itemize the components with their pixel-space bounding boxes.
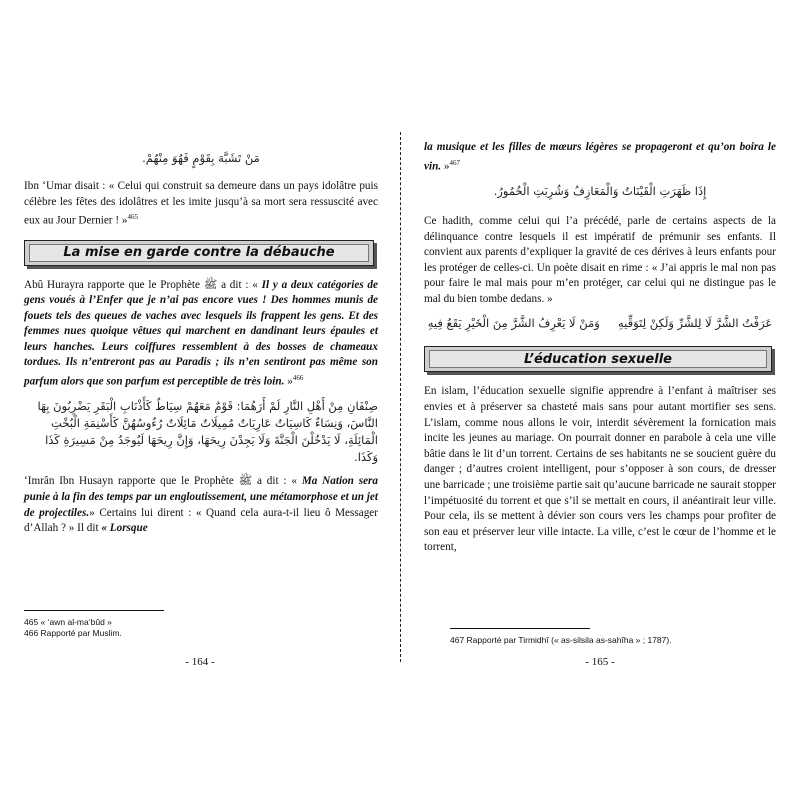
footnote-466: 466 Rapporté par Muslim.: [24, 628, 122, 638]
page-number: - 164 -: [185, 656, 215, 668]
section-heading-box: [24, 240, 374, 266]
footnote-ref: 465: [127, 213, 138, 222]
ibn-umar-paragraph: Ibn ‘Umar disait : « Celui qui construit sa demeure dans un pays idolâtre puis célèbre les fêtes des idolâtres et les imite jusqu’à sa mort sera ressuscité avec eux au Jour Dernier ! »$^{465}$: [24, 180, 378, 227]
footnotes: [450, 628, 776, 646]
section-heading-box: [424, 346, 772, 372]
sex-education-paragraph: En islam, l’éducation sexuelle signifie apprendre à l’enfant à maîtriser ses envies et à préserver sa chasteté mais sans pour autant mortifier ses sens. L’islam, comme nous allons le voir, interdit sévèrement la fornication mais incite les jeunes au mariage. On pourrait donner en parabole à cela une ville bâtie dans le lit d’un torrent. Certains de ses habitants ne se soucient guère du danger ; d’autres croient intelligent, pour s’opposer à son cours, de dresser une barricade ; une troisième partie sait qu’aucune barricade ne saurait stopper l’impétuosité du torrent et que s’il se mettait en cours, il anéantirait leur ville. Pour cela, ils se mettent à dévier son cours vers les champs pour profiter de son eau et préserver leur ville intacte. La ville, c’est le cœur de l’homme et le torrent,: [424, 385, 776, 554]
footnote-465: 465 « ‘awn al-ma‘bûd »: [24, 617, 112, 627]
arabic-quote: إِذَا ظَهَرَتِ الْقَيْنَاتُ وَالْمَعَازِفُ وَشُرِبَتِ الْخُمُورُ.: [493, 183, 707, 198]
page-number: - 165 -: [585, 656, 615, 668]
footnote-ref: 467: [449, 158, 460, 167]
right-page: [400, 0, 800, 800]
footnotes: [24, 610, 378, 639]
arabic-poem: عَرَفْتُ الشَّرَّ لَا لِلشَّرِّ وَلَكِنْ لِتَوَقِّيهِ وَمَنْ لَا يَعْرِفُ الشَّرَّ مِنَ الْخَيْرِ يَقَعُ فِيهِ: [427, 316, 773, 331]
commentary-paragraph: Ce hadith, comme celui qui l’a précédé, parle de certains aspects de la délinquance contre lesquels il est impératif de prémunir ses enfants. Il convient aux parents d’expliquer la gravité de ces dérives à leurs enfants pour les protéger de celles-ci. Un poète disait en rime : « J’ai appris le mal non pas pour faire le mal mais pour m’en protéger, car celui qui ne distingue pas le mal du bien tombe dedans. »: [424, 214, 776, 305]
footnote-ref: 466: [292, 374, 304, 383]
section-heading: L’éducation sexuelle: [524, 351, 672, 367]
section-heading: La mise en garde contre la débauche: [63, 245, 335, 261]
imran-paragraph: ‘Imrân Ibn Husayn rapporte que le Prophète ﷺ a dit : « Ma Nation sera punie à la fin des temps par un engloutissement, une métamorphose et un jet de projectiles.» Certains lui dirent : « Quand cela aura-t-il lieu ô Messager d’Allah ? » Il dit « Lorsque: [24, 475, 378, 535]
continued-hadith: la musique et les filles de mœurs légères se propageront et qu’on boira le vin. »$^{467}$: [424, 141, 776, 173]
hadith-text: Il y a deux catégories de gens voués à l’Enfer que je n’ai pas encore vues ! Des hommes munis de fouets tels des queues de vaches avec lesquels ils frappent les gens. Et des femmes nues quoique vêtues qui marchent en dandinant leurs épaules et leurs hanches. Leurs coiffures ressemblent à des bosses de chameaux tordues. Ils n’entreront pas au Paradis ; ils n’en sentiront pas même son parfum alors que son parfum est perceptible de très loin.: [24, 278, 378, 388]
hadith-text: Ma Nation sera punie à la fin des temps par un engloutissement, une métamorphose et un jet de projectiles.: [24, 475, 378, 519]
abu-hurayra-paragraph: Abû Hurayra rapporte que le Prophète ﷺ a dit : « Il y a deux catégories de gens voués à l’Enfer que je n’ai pas encore vues ! Des hommes munis de fouets tels des queues de vaches avec lesquels ils frappent les gens. Et des femmes nues quoique vêtues qui marchent en dandinant leurs épaules et leurs hanches. Leurs coiffures ressemblent à des bosses de chameaux tordues. Ils n’entreront pas au Paradis ; ils n’en sentiront pas même son parfum alors que son parfum est perceptible de très loin. »$^{466}$: [24, 278, 378, 388]
footnote-467: 467 Rapporté par Tirmidhî (« as-silsila as-sahîha » ; 1787).: [450, 635, 672, 645]
arabic-hadith: صِنْفَانِ مِنْ أَهْلِ النَّارِ لَمْ أَرَهُمَا: قَوْمٌ مَعَهُمْ سِيَاطٌ كَأَذْنَابِ الْبَقَرِ يَضْرِبُونَ بِهَا النَّاسَ، وَنِسَاءٌ كَاسِيَاتٌ عَارِيَاتٌ مُمِيلَاتٌ مَائِلَاتٌ رُءُوسُهُنَّ كَأَسْنِمَةِ الْبُخْتِ الْمَائِلَةِ، لَا يَدْخُلْنَ الْجَنَّةَ وَلَا يَجِدْنَ رِيحَهَا، وَإِنَّ رِيحَهَا لَيُوجَدُ مِنْ مَسِيرَةِ كَذَا وَكَذَا.: [37, 399, 378, 465]
arabic-quote-top: مَنْ تَشَبَّهَ بِقَوْمٍ فَهُوَ مِنْهُمْ.: [142, 151, 260, 165]
